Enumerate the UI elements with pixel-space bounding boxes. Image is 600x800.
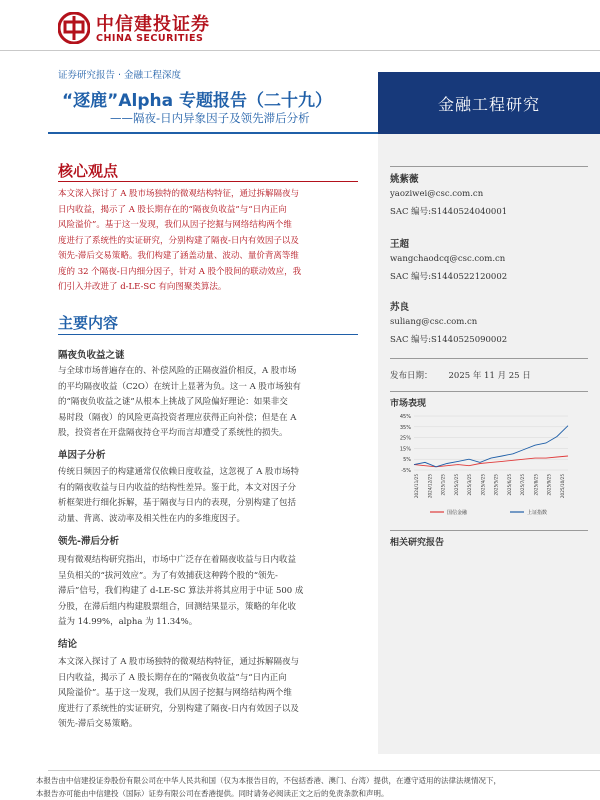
core-view-line: 本文深入探讨了 A 股市场独特的微观结构特征，通过拆解隔夜与: [58, 189, 300, 199]
section-line: 的平均隔夜收益（C2O）在统计上显著为负。这一 A 股市场独有: [58, 381, 301, 392]
chart-y-tick-label: 35%: [399, 424, 411, 431]
core-view-line: 领先-滞后交易策略。我们构建了涵盖动量、波动、量价背离等维: [58, 251, 299, 261]
chart-legend-label: 上证指数: [527, 510, 548, 516]
section-subheading: 单因子分析: [58, 450, 106, 461]
main-content-heading: 主要内容: [58, 314, 119, 332]
section-body: [58, 364, 358, 442]
section-line: 动量、背离、波动率及相关性在内的多维度因子。: [58, 513, 246, 524]
header-divider: [48, 132, 378, 134]
logo-text-en: CHINA SECURITIES: [96, 33, 204, 44]
author-name: 苏良: [390, 302, 410, 313]
logo-text-cn: 中信建投证券: [96, 14, 210, 35]
section-line: 易时段（隔夜）的风险更高投资者理应获得正向补偿；但是在 A: [58, 412, 297, 423]
chart-x-tick-label: 2025/9/25: [546, 474, 552, 496]
chart-x-tick-label: 2025/5/25: [493, 474, 499, 496]
market-performance-label: 市场表现: [390, 399, 427, 409]
chart-legend-label: 国信金融: [447, 510, 468, 516]
core-view-line: 度的 32 个隔夜-日内细分因子，针对 A 股个股间的联动效应，我: [58, 266, 302, 277]
chart-x-tick-label: 2025/7/25: [520, 474, 526, 496]
core-view-line: 风险溢价”。基于这一发现，我们从因子挖掘与网络结构两个维: [58, 220, 292, 230]
chart-x-tick-label: 2025/10/25: [560, 474, 565, 499]
section-line: 本文深入探讨了 A 股市场独特的微观结构特征，通过拆解隔夜与: [58, 657, 300, 667]
section-body: [58, 655, 358, 733]
section-line: 股，投资者在开盘隔夜持仓平均而言却遭受了系统性的损失。: [58, 428, 288, 438]
author-sac: SAC 编号:S1440524040001: [390, 207, 508, 217]
chart-y-tick-label: 15%: [399, 446, 411, 453]
chart-series-line: [414, 456, 568, 467]
author-sac: SAC 编号:S1440525090002: [390, 335, 508, 345]
section-line: 的“隔夜负收益之谜”从根本上挑战了风险偏好理论：如果非交: [58, 397, 288, 407]
release-date-label: 发布日期：: [390, 371, 433, 381]
section-line: 分股，在滞后组内构建股票组合，回测结果显示，策略的年化收: [58, 601, 297, 612]
release-date-value: 2025 年 11 月 25 日: [448, 371, 531, 381]
related-reports-label: 相关研究报告: [390, 538, 445, 548]
section-line: 与全球市场普遍存在的、补偿风险的正隔夜溢价相反，A 股市场: [58, 366, 297, 376]
chart-y-tick-label: 45%: [399, 414, 411, 420]
chart-x-tick-label: 2024/12/25: [427, 474, 433, 499]
chart-x-tick-label: 2025/4/25: [480, 474, 486, 496]
chart-x-tick-label: 2024/11/25: [414, 474, 419, 499]
section-line: 益为 14.99%，alpha 为 11.34%。: [58, 617, 198, 627]
section-subheading: 领先-滞后分析: [58, 536, 119, 547]
author-email[interactable]: wangchaodcq@csc.com.cn: [390, 254, 506, 264]
section-line: 滞后”信号，我们构建了 d-LE-SC 算法并将其应用于中证 500 成: [58, 586, 304, 596]
main-content-underline: [58, 334, 358, 335]
section-subheading: 结论: [58, 639, 78, 650]
section-line: 度进行了系统性的实证研究，分别构建了隔夜-日内有效因子以及: [58, 703, 299, 714]
footer-divider: [48, 770, 600, 771]
section-line: 现有微观结构研究指出，市场中广泛存在着隔夜收益与日内收益: [58, 555, 297, 565]
author-email[interactable]: yaoziwei@csc.com.cn: [390, 189, 484, 199]
author-name: 姚紫薇: [390, 174, 419, 185]
report-subtitle: ——隔夜-日内异象因子及领先滞后分析: [110, 111, 310, 125]
logo-mark-icon: [58, 12, 90, 44]
chart-x-tick-label: 2025/2/25: [453, 474, 459, 496]
core-view-line: 度进行了系统性的实证研究，分别构建了隔夜-日内有效因子以及: [58, 235, 299, 246]
section-body: [58, 553, 358, 631]
core-view-heading: 核心观点: [58, 162, 119, 180]
section-subheading: 隔夜负收益之谜: [58, 350, 125, 361]
core-view-line: 日内收益，揭示了 A 股长期存在的“隔夜负收益”与“日内正向: [58, 204, 287, 215]
market-chart: [390, 410, 590, 520]
report-series: 证券研究报告 · 金融工程深度: [58, 70, 182, 81]
release-date-row: [390, 369, 531, 381]
chart-series-line: [414, 426, 568, 467]
sidebar-divider: [390, 358, 588, 359]
chart-x-tick-label: 2025/3/25: [467, 474, 473, 496]
section-line: 领先-滞后交易策略。: [58, 719, 138, 729]
chart-y-tick-label: 25%: [399, 435, 411, 442]
chart-y-tick-label: -5%: [401, 468, 411, 474]
author-sac: SAC 编号:S1440522120002: [390, 272, 508, 282]
core-view-underline: [58, 181, 358, 182]
sidebar-divider: [390, 391, 588, 392]
footer-disclaimer-line: 本报告亦可能由中信建投（国际）证券有限公司在香港提供。同时请务必阅读正文之后的免责条款和声明。: [36, 789, 389, 798]
section-line: 日内收益，揭示了 A 股长期存在的“隔夜负收益”与“日内正向: [58, 672, 287, 683]
top-divider: [0, 50, 600, 51]
report-title: “逐鹿”Alpha 专题报告（二十九）: [62, 91, 332, 111]
section-line: 呈负相关的“拔河效应”。为了有效捕获这种跨个股的“领先-: [58, 570, 278, 581]
sidebar-divider: [390, 530, 588, 531]
footer-disclaimer-line: 本报告由中信建投证券股份有限公司在中华人民共和国（仅为本报告目的，不包括香港、澳门、台湾）提供，在遵守适用的法律法规情况下，: [36, 776, 501, 785]
chart-x-tick-label: 2025/6/25: [506, 474, 512, 496]
chart-y-tick-label: 5%: [403, 457, 411, 464]
section-line: 传统日频因子的构建通常仅依赖日度收益，这忽视了 A 股市场特: [58, 467, 300, 477]
brand-logo: [58, 8, 238, 48]
sidebar-divider: [390, 166, 588, 167]
author-name: 王超: [390, 239, 410, 250]
core-view-text: [58, 187, 358, 296]
core-view-line: 们引入并改进了 d-LE-SC 有向图聚类算法。: [58, 282, 227, 292]
chart-x-tick-label: 2025/1/25: [440, 474, 446, 496]
section-line: 析框架进行细化拆解，基于隔夜与日内的表现，分别构建了包括: [58, 498, 297, 508]
chart-x-tick-label: 2025/8/25: [533, 474, 539, 496]
section-line: 风险溢价”。基于这一发现，我们从因子挖掘与网络结构两个维: [58, 688, 292, 698]
section-line: 有的隔夜收益与日内收益的结构性差异。鉴于此，本文对因子分: [58, 482, 297, 493]
author-email[interactable]: suliang@csc.com.cn: [390, 317, 478, 327]
section-body: [58, 465, 358, 527]
category-banner: 金融工程研究: [378, 72, 600, 134]
